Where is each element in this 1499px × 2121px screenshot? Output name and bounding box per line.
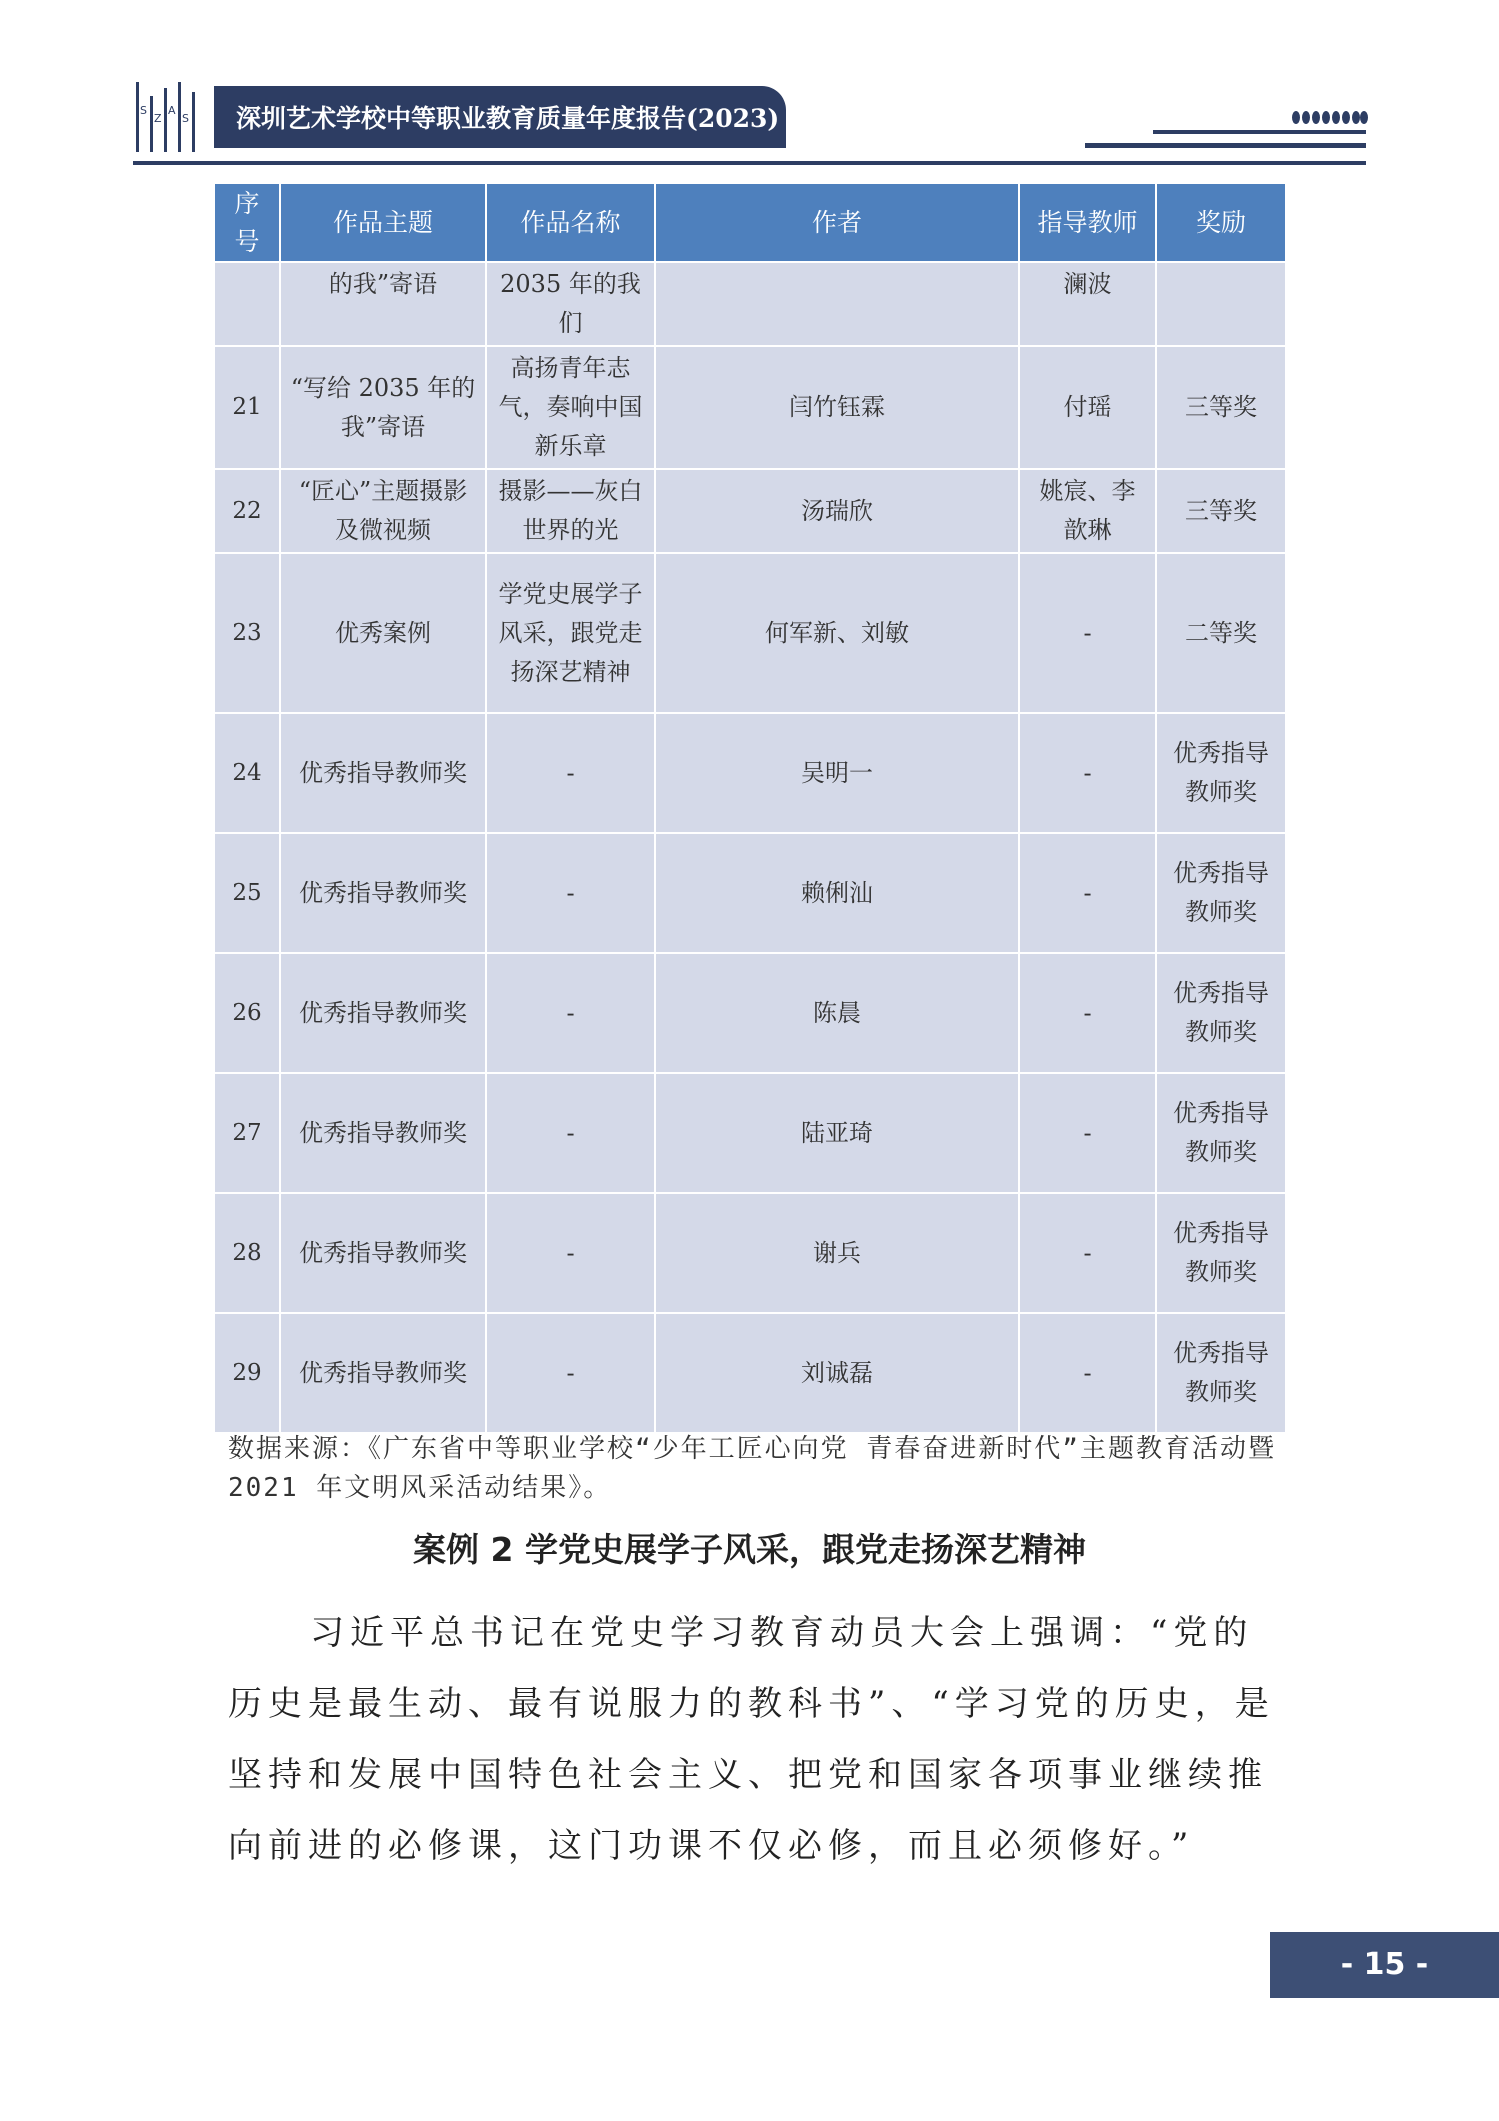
table-row <box>214 553 1286 713</box>
table-row <box>214 713 1286 833</box>
cell-award: 三等奖 <box>1156 469 1286 553</box>
header-rule <box>133 161 1366 165</box>
cell-work: 2035 年的我们 <box>486 262 655 346</box>
col-header-author: 作者 <box>655 183 1019 262</box>
table-row <box>214 1313 1286 1433</box>
cell-author: 刘诚磊 <box>655 1313 1019 1433</box>
cell-work: - <box>486 953 655 1073</box>
cell-number <box>214 262 280 346</box>
cell-teacher: - <box>1019 1073 1156 1193</box>
cell-award <box>1156 262 1286 346</box>
cell-award: 优秀指导教师奖 <box>1156 953 1286 1073</box>
cell-author: 陆亚琦 <box>655 1073 1019 1193</box>
header-dots-ornament <box>1292 111 1367 125</box>
page-number-badge: - 15 - <box>1270 1932 1499 1998</box>
cell-author <box>655 262 1019 346</box>
cell-number: 29 <box>214 1313 280 1433</box>
school-logo: S Z A S <box>136 82 196 152</box>
cell-number: 23 <box>214 553 280 713</box>
col-header-work: 作品名称 <box>486 183 655 262</box>
cell-teacher: - <box>1019 1313 1156 1433</box>
body-paragraph: 习近平总书记在党史学习教育动员大会上强调：“党的历史是最生动、最有说服力的教科书”、“学习党的历史，是坚持和发展中国特色社会主义、把党和国家各项事业继续推向前进的必修课，这门功课不仅必修，而且必须修好。” <box>228 1613 1275 1866</box>
cell-teacher: - <box>1019 953 1156 1073</box>
cell-work: - <box>486 1073 655 1193</box>
header-rule-short <box>1153 130 1366 134</box>
table-row <box>214 953 1286 1073</box>
table-row <box>214 833 1286 953</box>
data-source-note: 数据来源：《广东省中等职业学校“少年工匠心向党 青春奋进新时代”主题教育活动暨 2021 年文明风采活动结果》。 <box>228 1434 1276 1503</box>
cell-number: 25 <box>214 833 280 953</box>
cell-number: 27 <box>214 1073 280 1193</box>
cell-award: 优秀指导教师奖 <box>1156 1193 1286 1313</box>
table-row <box>214 1193 1286 1313</box>
table-header-row <box>214 183 1286 262</box>
table-row <box>214 469 1286 553</box>
cell-theme: 优秀指导教师奖 <box>280 1313 486 1433</box>
report-title: 深圳艺术学校中等职业教育质量年度报告(2023) <box>236 104 780 133</box>
cell-theme: 的我”寄语 <box>280 262 486 346</box>
cell-theme: 优秀指导教师奖 <box>280 713 486 833</box>
cell-teacher: - <box>1019 553 1156 713</box>
cell-theme: “匠心”主题摄影及微视频 <box>280 469 486 553</box>
cell-author: 谢兵 <box>655 1193 1019 1313</box>
cell-teacher: - <box>1019 1193 1156 1313</box>
case-heading: 案例 2 学党史展学子风采，跟党走扬深艺精神 <box>413 1530 1086 1569</box>
cell-theme: “写给 2035 年的我”寄语 <box>280 346 486 469</box>
cell-work: - <box>486 1313 655 1433</box>
cell-theme: 优秀指导教师奖 <box>280 1193 486 1313</box>
cell-author: 闫竹钰霖 <box>655 346 1019 469</box>
cell-teacher: - <box>1019 713 1156 833</box>
cell-work: - <box>486 1193 655 1313</box>
cell-work: - <box>486 713 655 833</box>
col-header-award: 奖励 <box>1156 183 1286 262</box>
cell-work: 摄影——灰白世界的光 <box>486 469 655 553</box>
cell-teacher: 姚宸、李歆琳 <box>1019 469 1156 553</box>
cell-theme: 优秀指导教师奖 <box>280 833 486 953</box>
cell-number: 24 <box>214 713 280 833</box>
table-row <box>214 1073 1286 1193</box>
cell-teacher: - <box>1019 833 1156 953</box>
awards-table <box>213 182 1287 1434</box>
cell-award: 优秀指导教师奖 <box>1156 1073 1286 1193</box>
cell-work: - <box>486 833 655 953</box>
cell-award: 二等奖 <box>1156 553 1286 713</box>
cell-theme: 优秀案例 <box>280 553 486 713</box>
cell-number: 21 <box>214 346 280 469</box>
cell-award: 优秀指导教师奖 <box>1156 713 1286 833</box>
cell-author: 陈晨 <box>655 953 1019 1073</box>
cell-author: 汤瑞欣 <box>655 469 1019 553</box>
cell-theme: 优秀指导教师奖 <box>280 953 486 1073</box>
col-header-number: 序号 <box>214 183 280 262</box>
table-row <box>214 346 1286 469</box>
cell-author: 赖俐汕 <box>655 833 1019 953</box>
cell-award: 三等奖 <box>1156 346 1286 469</box>
cell-author: 何军新、刘敏 <box>655 553 1019 713</box>
col-header-teacher: 指导教师 <box>1019 183 1156 262</box>
cell-author: 吴明一 <box>655 713 1019 833</box>
table-row <box>214 262 1286 346</box>
cell-work: 高扬青年志气，奏响中国新乐章 <box>486 346 655 469</box>
cell-number: 28 <box>214 1193 280 1313</box>
cell-work: 学党史展学子风采，跟党走扬深艺精神 <box>486 553 655 713</box>
cell-award: 优秀指导教师奖 <box>1156 1313 1286 1433</box>
header-rule-mid <box>1085 143 1366 148</box>
cell-number: 22 <box>214 469 280 553</box>
cell-teacher: 澜波 <box>1019 262 1156 346</box>
col-header-theme: 作品主题 <box>280 183 486 262</box>
cell-teacher: 付瑶 <box>1019 346 1156 469</box>
cell-theme: 优秀指导教师奖 <box>280 1073 486 1193</box>
cell-number: 26 <box>214 953 280 1073</box>
cell-award: 优秀指导教师奖 <box>1156 833 1286 953</box>
header-title-band <box>214 86 786 148</box>
